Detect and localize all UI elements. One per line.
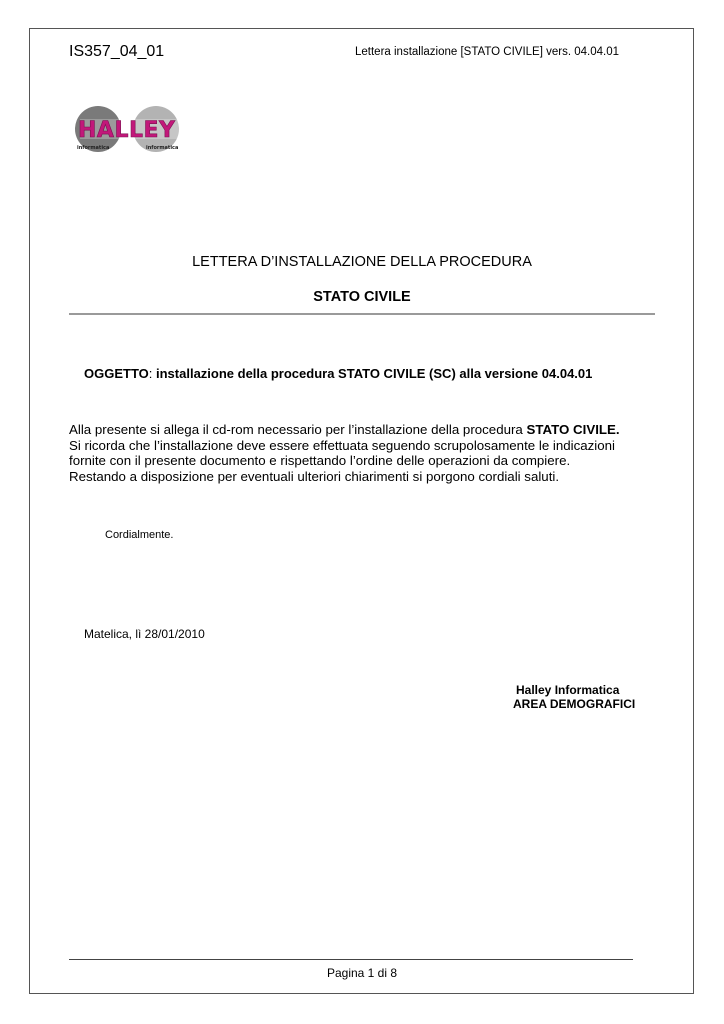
place-date: Matelica, lì 28/01/2010 xyxy=(84,627,205,641)
svg-text:informatica: informatica xyxy=(77,145,110,151)
body-line1-bold: STATO CIVILE. xyxy=(526,422,620,437)
title-divider xyxy=(69,313,655,315)
letter-title: LETTERA D’INSTALLAZIONE DELLA PROCEDURA xyxy=(192,254,532,270)
header-reference: Lettera installazione [STATO CIVILE] vers. 04.04.01 xyxy=(355,46,619,58)
halley-logo xyxy=(74,104,192,156)
svg-text:HALLEY: HALLEY xyxy=(78,118,176,143)
closing-text: Cordialmente. xyxy=(105,529,174,541)
body-paragraph-2: Si ricorda che l’installazione deve essere effettuata seguendo scrupolosamente le indicazioni fornite con il presente documento e rispettando l’ordine delle operazioni da compiere. xyxy=(69,437,615,468)
letter-subtitle: STATO CIVILE xyxy=(313,289,411,305)
subject-label: OGGETTO xyxy=(84,366,149,381)
subject-text: installazione della procedura STATO CIVILE (SC) alla versione 04.04.01 xyxy=(152,366,593,381)
body-paragraph-3: Restando a disposizione per eventuali ulteriori chiarimenti si porgono cordiali saluti. xyxy=(69,468,560,484)
subject-colon: : xyxy=(148,366,153,381)
svg-text:informatica: informatica xyxy=(146,145,179,151)
body-line1: Alla presente si allega il cd-rom necessario per l’installazione della procedura xyxy=(69,422,527,437)
page-number: Pagina 1 di 8 xyxy=(326,966,398,980)
subject-line xyxy=(84,366,592,381)
signature-area: AREA DEMOGRAFICI xyxy=(513,697,636,711)
page-border xyxy=(29,28,694,994)
letter-body xyxy=(69,422,649,484)
footer-divider xyxy=(69,959,633,960)
body-paragraph xyxy=(69,422,649,438)
document-code: IS357_04_01 xyxy=(69,43,165,60)
signature-company: Halley Informatica xyxy=(516,683,620,697)
